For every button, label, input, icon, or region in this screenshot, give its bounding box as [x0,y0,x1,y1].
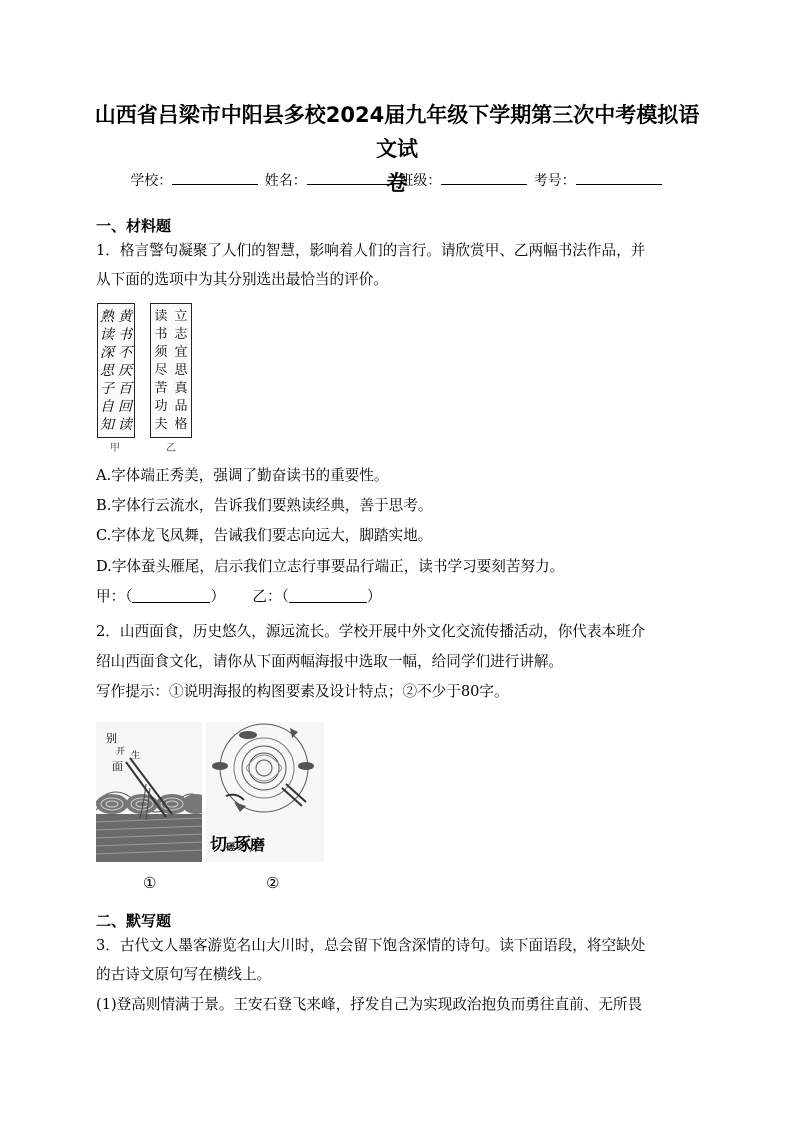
exam-number-blank[interactable] [576,172,662,185]
poster-2-text-3: 琢 [234,835,251,855]
q2-hint: 写作提示：①说明海报的构图要素及设计特点；②不少于80字。 [96,683,509,700]
calligraphy-jia-label: 甲 [110,443,120,454]
calligraphy-yi-char: 立 [174,309,188,324]
calligraphy-jia-char: 子 [100,381,114,397]
q3-line-1: 3．古代文人墨客游览名山大川时，总会留下饱含深情的诗句。读下面语段，将空缺处 [96,937,646,954]
calligraphy-yi-char: 品 [174,399,188,414]
calligraphy-yi-char: 功 [154,399,168,414]
poster-2-text-1: 切 [210,835,226,855]
answer-yi-label: 乙：（ [252,588,289,605]
answer-yi-close: ） [366,588,382,605]
calligraphy-jia-char: 深 [100,345,114,361]
calligraphy-yi-char: 真 [174,381,188,396]
calligraphy-yi-column-2 [151,308,171,434]
poster-1-text-2: 开 [116,747,126,757]
calligraphy-jia-char: 百 [118,381,132,397]
poster-2-image [206,722,324,862]
title-line-2: 卷 [386,171,408,195]
poster-1-text-1: 别 [106,732,117,745]
q3-line-3: (1)登高则情满于景。王安石登飞来峰，抒发自己为实现政治抱负而勇往直前、无所畏 [96,996,643,1013]
calligraphy-yi-char: 夫 [154,417,168,432]
q1-option-d: D.字体蚕头雁尾，启示我们立志行事要品行端正，读书学习要刻苦努力。 [96,558,565,575]
calligraphy-yi [150,303,192,438]
school-blank[interactable] [172,172,258,185]
q2-line-2: 绍山西面食文化，请你从下面两幅海报中选取一幅，给同学们进行讲解。 [96,653,564,670]
name-label: 姓名： [264,173,307,189]
calligraphy-yi-char: 宜 [174,345,188,360]
calligraphy-yi-column-1 [171,308,191,434]
calligraphy-yi-char: 思 [174,363,188,378]
q3-line-2: 的古诗文原句写在横线上。 [96,966,272,983]
q1-line-1: 1．格言警句凝聚了人们的智慧，影响着人们的言行。请欣赏甲、乙两幅书法作品，并 [96,242,646,259]
poster-2-caption: ② [266,874,280,892]
q1-option-c: C.字体龙飞凤舞，告诫我们要志向远大，脚踏实地。 [96,527,433,544]
calligraphy-yi-char: 格 [174,417,188,432]
section-heading-material: 一、材料题 [96,217,172,235]
calligraphy-jia-char: 熟 [100,309,114,325]
calligraphy-jia-char: 书 [118,327,132,343]
calligraphy-yi-char: 志 [174,327,188,342]
student-info-row [0,170,794,190]
calligraphy-jia-column-1 [116,308,134,434]
q2-line-1: 2．山西面食，历史悠久，源远流长。学校开展中外文化交流传播活动，你代表本班介 [96,623,646,640]
answer-jia-label: 甲：（ [96,588,133,605]
poster-2-text-4: 磨 [250,836,265,854]
answer-jia-close: ） [210,588,226,605]
calligraphy-jia [97,303,135,438]
name-blank[interactable] [307,172,393,185]
calligraphy-yi-char: 读 [154,309,168,324]
calligraphy-jia-char: 黄 [118,309,132,325]
calligraphy-jia-char: 读 [100,327,114,343]
poster-2-text-2: 磋 [226,843,235,853]
poster-1-text-4: 面 [112,760,123,773]
school-label: 学校： [130,173,173,189]
calligraphy-yi-char: 须 [154,345,168,360]
class-blank[interactable] [441,172,527,185]
calligraphy-jia-char: 知 [100,417,114,433]
poster-2-title [210,830,264,855]
calligraphy-jia-char: 读 [118,417,132,433]
calligraphy-jia-char: 自 [100,399,114,415]
exam-number-label: 考号： [533,173,576,189]
q1-answer-row [96,585,702,606]
calligraphy-yi-char: 书 [154,327,168,342]
calligraphy-jia-char: 回 [118,399,132,415]
class-label: 班级： [399,173,442,189]
calligraphy-yi-char: 苦 [154,381,168,396]
poster-1-text-3: 生 [131,751,141,761]
calligraphy-jia-column-2 [98,308,116,434]
q1-option-a: A.字体端正秀美，强调了勤奋读书的重要性。 [96,467,389,484]
calligraphy-yi-label: 乙 [166,443,176,454]
q1-option-b: B.字体行云流水，告诉我们要熟读经典，善于思考。 [96,497,433,514]
answer-yi-blank[interactable] [289,588,367,603]
answer-jia-blank[interactable] [132,588,210,603]
calligraphy-jia-char: 厌 [118,363,132,379]
calligraphy-jia-char: 不 [118,345,132,361]
poster-1-caption: ① [143,874,157,892]
calligraphy-yi-char: 尽 [154,363,168,378]
calligraphy-jia-char: 思 [100,363,114,379]
title-line-1: 山西省吕梁市中阳县多校2024届九年级下学期第三次中考模拟语文试 [94,103,700,161]
poster-1-image [96,722,202,862]
q1-line-2: 从下面的选项中为其分别选出最恰当的评价。 [96,271,388,288]
section-heading-dictation: 二、默写题 [96,912,172,930]
